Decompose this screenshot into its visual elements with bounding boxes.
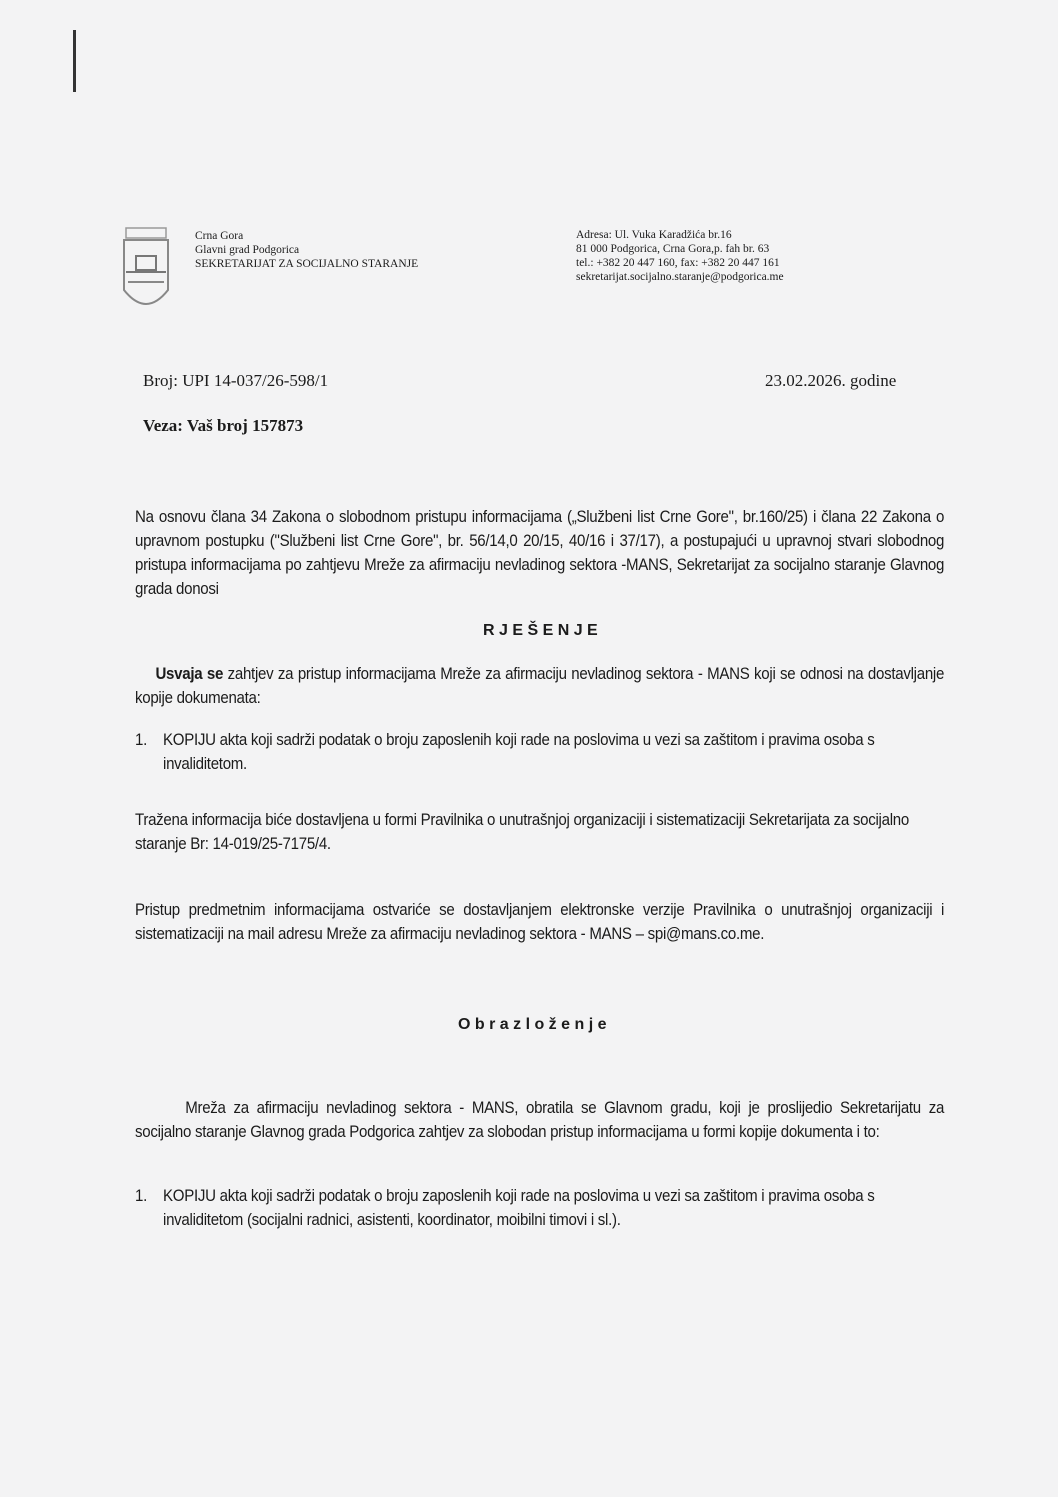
reasoning-paragraph: Mreža za afirmaciju nevladinog sektora - MANS, obratila se Glavnom gradu, koji je proslijedio Sekretarijatu za socijalno staranje Glavnog grada Podgorica zahtjev za slobodan pristup informacijama u formi kopije dokumenta i to:	[135, 1099, 945, 1141]
decision-title: R J E Š E N J E	[483, 622, 598, 639]
decision-item-number: 1.	[135, 731, 148, 749]
institution-block	[195, 229, 418, 271]
reasoning-title: O b r a z l o ž e n j e	[458, 1016, 607, 1033]
secretariat: SEKRETARIJAT ZA SOCIJALNO STARANJE	[195, 258, 419, 270]
address: Adresa: Ul. Vuka Karadžića br.16	[576, 229, 732, 241]
city: Glavni grad Podgorica	[195, 244, 300, 256]
decision-lead-text: zahtjev za pristup informacijama Mreže za afirmaciju nevladinog sektora - MANS koji se odnosi na dostavljanje kopije dokumenata:	[135, 665, 945, 707]
form-paragraph: Tražena informacija biće dostavljena u formi Pravilnika o unutrašnjoj organizaciji i sistematizaciji Sekretarijata za socijalno staranje Br: 14-019/25-7175/4.	[135, 811, 909, 853]
postal: 81 000 Podgorica, Crna Gora,p. fah br. 63	[576, 243, 770, 255]
reasoning-item-number: 1.	[135, 1187, 148, 1205]
email: sekretarijat.socijalno.staranje@podgorica.me	[576, 271, 784, 283]
decision-item: KOPIJU akta koji sadrži podatak o broju zaposlenih koji rade na poslovima u vezi sa zaštitom i pravima osoba s invaliditetom.	[163, 731, 875, 773]
contact-block	[576, 228, 784, 284]
access-paragraph: Pristup predmetnim informacijama ostvariće se dostavljanjem elektronske verzije Pravilnika o unutrašnjoj organizaciji i sistematizaciji na mail adresu Mreže za afirmaciju nevladinog sektora - MANS – spi@mans.co.me.	[135, 901, 945, 943]
country: Crna Gora	[195, 230, 244, 242]
decision-lead-bold: Usvaja se	[155, 665, 224, 683]
reference: Veza: Vaš broj 157873	[143, 416, 304, 435]
reasoning-item: KOPIJU akta koji sadrži podatak o broju zaposlenih koji rade na poslovima u vezi sa zaštitom i pravima osoba s invaliditetom (socijalni radnici, asistenti, koordinator, moibilni timovi i sl.).	[163, 1187, 875, 1229]
intro-paragraph: Na osnovu člana 34 Zakona o slobodnom pristupu informacijama („Službeni list Crne Gore", br.160/25) i člana 22 Zakona o upravnom postupku ("Službeni list Crne Gore", br. 56/14,0 20/15, 40/16 i 37/17), a postupajući u upravnoj stvari slobodnog pristupa informacijama po zahtjevu Mreže za afirmaciju nevladinog sektora -MANS, Sekretarijat za socijalno staranje Glavnog grada donosi	[135, 508, 945, 598]
coat-of-arms-logo	[118, 220, 174, 320]
document-date: 23.02.2026. godine	[765, 371, 897, 390]
document-number: Broj: UPI 14-037/26-598/1	[143, 371, 329, 390]
phone-fax: tel.: +382 20 447 160, fax: +382 20 447 161	[576, 257, 780, 269]
margin-mark	[73, 30, 76, 92]
decision-lead	[135, 662, 944, 710]
